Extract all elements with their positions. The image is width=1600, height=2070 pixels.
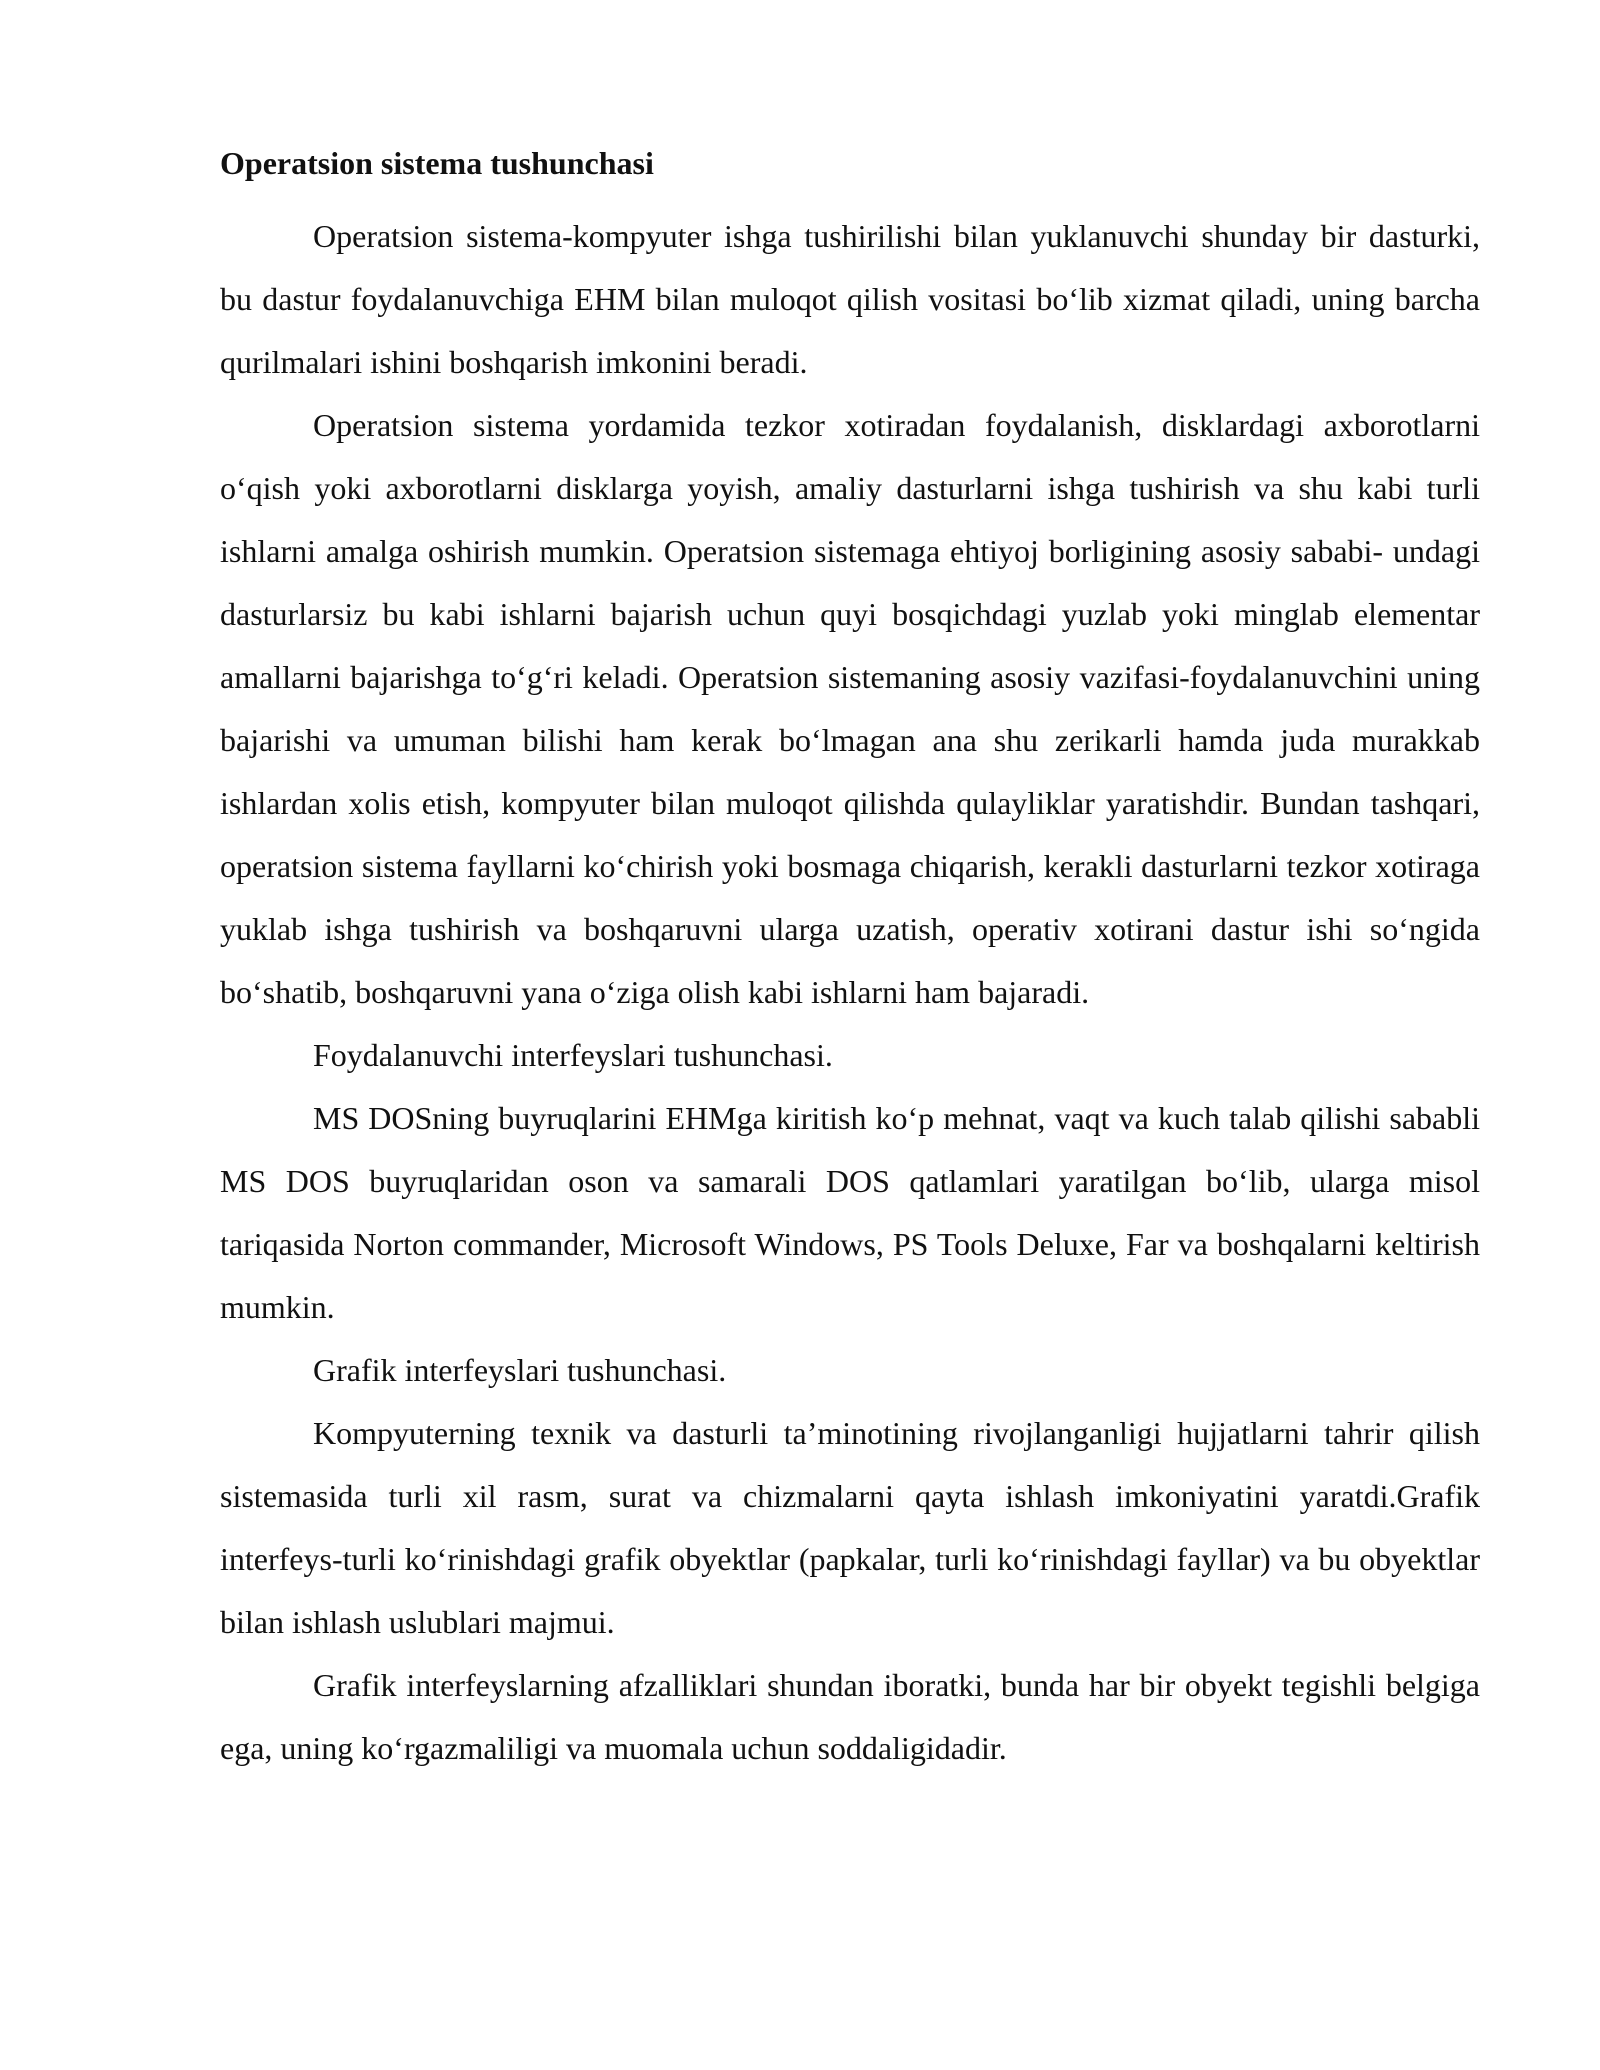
document-body — [220, 143, 1480, 1780]
paragraph-graphic-interfaces-title: Grafik interfeyslari tushunchasi. — [313, 1352, 727, 1388]
paragraph-os-definition: Operatsion sistema-kompyuter ishga tushirilishi bilan yuklanuvchi shunday bir dasturki, bu dastur foydalanuvchiga EHM bilan muloqot qilish vositasi bo‘lib xizmat qiladi, uning barcha qurilmalari ishini boshqarish imkonini beradi. — [220, 218, 1480, 380]
paragraph-os-functions: Operatsion sistema yordamida tezkor xotiradan foydalanish, disklardagi axborotlarni o‘qish yoki axborotlarni disklarga yoyish, amaliy dasturlarni ishga tushirish va shu kabi turli ishlarni amalga oshirish mumkin. Operatsion sistemaga ehtiyoj borligining asosiy sababi- undagi dasturlarsiz bu kabi ishlarni bajarish uchun quyi bosqichdagi yuzlab yoki minglab elementar amallarni bajarishga to‘g‘ri keladi. Operatsion sistemaning asosiy vazifasi-foydalanuvchini uning bajarishi va umuman bilishi ham kerak bo‘lmagan ana shu zerikarli hamda juda murakkab ishlardan xolis etish, kompyuter bilan muloqot qilishda qulayliklar yaratishdir. Bundan tashqari, operatsion sistema fayllarni ko‘chirish yoki bosmaga chiqarish, kerakli dasturlarni tezkor xotiraga yuklab ishga tushirish va boshqaruvni ularga uzatish, operativ xotirani dastur ishi so‘ngida bo‘shatib, boshqaruvni yana o‘ziga olish kabi ishlarni ham bajaradi. — [220, 407, 1480, 1010]
document-heading: Operatsion sistema tushunchasi — [220, 145, 654, 181]
paragraph-graphic-interface-advantages: Grafik interfeyslarning afzalliklari shundan iboratki, bunda har bir obyekt tegishli belgiga ega, uning ko‘rgazmaliligi va muomala uchun soddaligidadir. — [220, 1667, 1480, 1766]
paragraph-graphic-interface-definition: Kompyuterning texnik va dasturli ta’minotining rivojlanganligi hujjatlarni tahrir qilish sistemasida turli xil rasm, surat va chizmalarni qayta ishlash imkoniyatini yaratdi.Grafik interfeys-turli ko‘rinishdagi grafik obyektlar (papkalar, turli ko‘rinishdagi fayllar) va bu obyektlar bilan ishlash uslublari majmui. — [220, 1415, 1480, 1640]
paragraph-ms-dos-shells: MS DOSning buyruqlarini EHMga kiritish ko‘p mehnat, vaqt va kuch talab qilishi sababli MS DOS buyruqlaridan oson va samarali DOS qatlamlari yaratilgan bo‘lib, ularga misol tariqasida Norton commander, Microsoft Windows, PS Tools Deluxe, Far va boshqalarni keltirish mumkin. — [220, 1100, 1480, 1325]
paragraph-user-interfaces-title: Foydalanuvchi interfeyslari tushunchasi. — [313, 1037, 833, 1073]
